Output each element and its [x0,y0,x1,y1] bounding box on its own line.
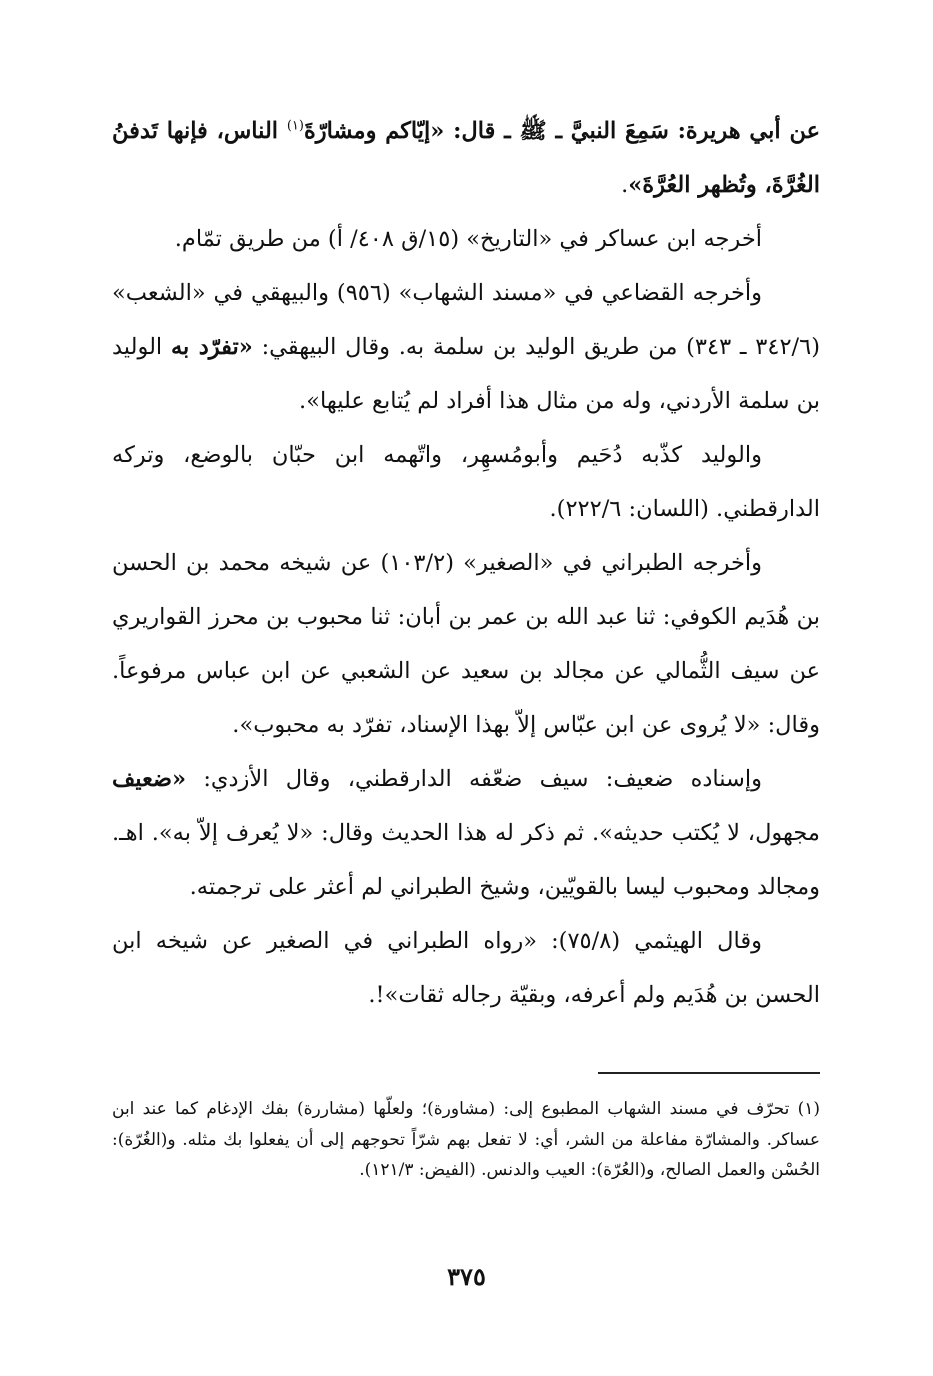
paragraph [112,212,820,266]
main-text [112,104,820,1022]
paragraph-text: وأخرجه الطبراني في «الصغير» (١٠٣/٢) عن شيخه محمد بن الحسن بن هُدَيم الكوفي: ثنا عبد الله بن عمر بن أبان: ثنا محبوب بن محرز القواريري عن سيف الثُّمالي عن مجالد بن سعيد عن الشعبي عن ابن عباس مرفوعاً. وقال: «لا يُروى عن ابن عبّاس إلاّ بهذا الإسناد، تفرّد به محبوب». [112,550,820,738]
hadith-text: «إيّاكم ومشارّةَ [303,118,445,144]
hadith-text: الناس، فإنها تَدفنُ الغُرَّةَ، وتُظهر العُرَّةَ» [112,118,820,198]
page-number: ٣٧٥ [447,1262,486,1291]
paragraph-text: والوليد كذّبه دُحَيم وأبومُسهِر، واتّهمه ابن حبّان بالوضع، وتركه الدارقطني. (اللسان: ٢٢٢/٦). [112,442,820,522]
paragraph-text: وأخرجه القضاعي في «مسند الشهاب» (٩٥٦) والبيهقي في «الشعب» (٣٤٢/٦ ـ ٣٤٣) من طريق الوليد بن سلمة به. وقال البيهقي: [112,280,820,360]
footnotes [112,1094,820,1186]
paragraph-text: . [621,172,629,198]
paragraph-text: مجهول، لا يُكتب حديثه». ثم ذكر له هذا الحديث وقال: «لا يُعرف إلاّ به». اهـ. ومجالد ومحبوب ليسا بالقويّين، وشيخ الطبراني لم أعثر على ترجمته. [112,820,820,900]
paragraph-text: وقال الهيثمي (٧٥/٨): «رواه الطبراني في الصغير عن شيخه ابن الحسن بن هُدَيم ولم أعرفه، وبقيّة رجاله ثقات»!. [112,928,820,1008]
paragraph [112,266,820,428]
footnote-separator [598,1072,820,1074]
paragraph-text: أخرجه ابن عساكر في «التاريخ» (١٥/ق ٤٠٨/ أ) من طريق تمّام. [174,226,762,252]
paragraph [112,536,820,752]
paragraph-text: الوليد بن سلمة الأردني، وله من مثال هذا أفراد لم يُتابع عليها». [112,334,820,414]
footnote-reference: (١) [286,118,304,134]
paragraph [112,914,820,1022]
paragraph-text: وإسناده ضعيف: سيف ضعّفه الدارقطني، وقال الأزدي: [186,766,762,792]
bold-text: «ضعيف [112,766,187,792]
footnote-text: (١) تحرّف في مسند الشهاب المطبوع إلى: (مشاورة)؛ ولعلّها (مشاررة) بفك الإدغام كما عند ابن عساكر. والمشارّة مفاعلة من الشر، أي: لا تفعل بهم شرّاً تحوجهم إلى أن يفعلوا بك مثله. و(الغُرّة): الحُسْن والعمل الصالح، و(العُرّة): العيب والدنس. (الفيض: ١٢١/٣). [112,1099,820,1180]
bold-text: «تفرّد به [170,334,253,360]
paragraph [112,752,820,914]
paragraph [112,428,820,536]
bold-text: عن أبي هريرة: سَمِعَ النبيَّ ـ ﷺ ـ قال: [444,118,820,144]
paragraph [112,104,820,212]
